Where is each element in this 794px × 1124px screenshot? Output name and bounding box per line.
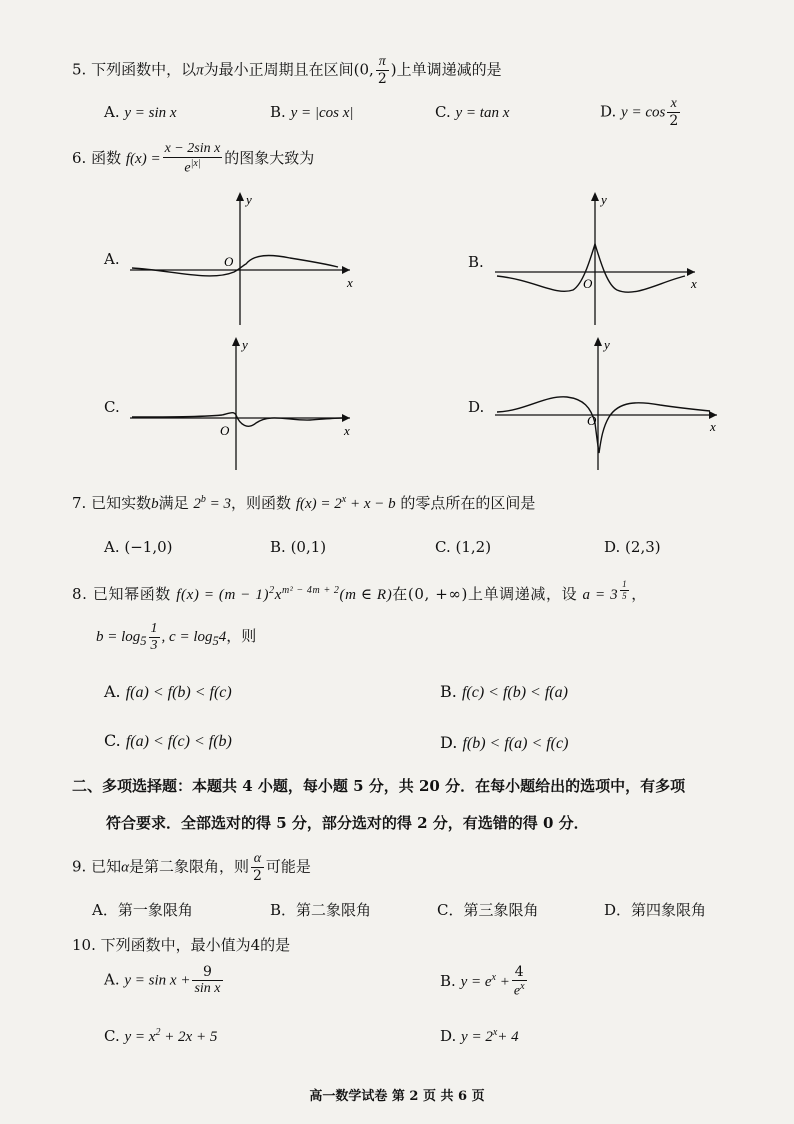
q8-option-c: C. f(a) < f(c) < f(b) — [104, 731, 232, 750]
section2-heading-line2: 符合要求．全部选对的得 5 分，部分选对的得 2 分，有选错的得 0 分． — [106, 814, 589, 832]
y-axis-arrow — [594, 337, 602, 346]
q5-option-b: B. y = |cos x| — [270, 103, 354, 121]
q6-graph-a-label: A. — [104, 250, 120, 268]
q5-option-d: D. y = cos $\frac{x}{2}$ — [600, 96, 679, 129]
q8-stem-line1: 8. 已知幂函数 $f(x) = (m - 1)^2x^{m^2 - 4m + 2}(m$ ∈ R)在(0, +∞)上单调递减，设 a = 3 $^{\frac{1}{5}}$ ， — [72, 579, 647, 603]
q6-graph-a — [130, 190, 360, 330]
q5-stem: 5. 下列函数中，以π为最小正周期且在区间(0, $\frac{\pi}{2}$ )上单调递减的是 — [72, 54, 502, 87]
x-label: x — [710, 419, 716, 434]
x-axis-arrow — [687, 268, 695, 276]
q6-stem: 6. 函数 f(x) = $\frac{\text{x − 2sin x}}{e^{|x|}}$ 的图象大致为 — [72, 141, 315, 176]
origin-label: O — [220, 423, 230, 438]
curve — [132, 256, 338, 276]
q7-option-c: C. (1,2) — [435, 538, 492, 556]
q9-option-b: B．第二象限角 — [270, 901, 372, 919]
x-axis-arrow — [342, 266, 350, 274]
y-label: y — [604, 337, 610, 352]
q10-option-d: D. $y = 2^x+ 4$ — [440, 1027, 519, 1045]
q6-graph-d-label: D. — [468, 398, 485, 416]
origin-label: O — [587, 413, 597, 428]
y-label: y — [601, 192, 607, 207]
q9-option-d: D．第四象限角 — [604, 901, 707, 919]
q9-stem: 9. 已知α是第二象限角，则 $\frac{\alpha}{2}$ 可能是 — [72, 851, 311, 884]
q6-graph-b-label: B. — [468, 253, 484, 271]
curve — [497, 397, 710, 453]
x-label: x — [347, 275, 353, 290]
x-axis-arrow — [342, 414, 350, 422]
x-label: x — [691, 276, 697, 291]
q7-option-b: B. (0,1) — [270, 538, 327, 556]
origin-label: O — [224, 254, 234, 269]
section2-heading-line1: 二、多项选择题：本题共 4 小题，每小题 5 分，共 20 分．在每小题给出的选项中，有多项 — [72, 777, 686, 795]
x-label: x — [344, 423, 350, 438]
q7-stem: 7. 已知实数b满足 2$^b$ = 3，则函数 $f(x) = 2^x + x - b$ 的零点所在的区间是 — [72, 494, 536, 512]
q10-option-a: A. y = sin x + $\frac{9}{\text{sin x}}$ — [104, 964, 221, 996]
q6-graph-c-label: C. — [104, 398, 120, 416]
q6-graph-c — [130, 335, 360, 475]
q6-graph-d — [495, 335, 725, 475]
y-label: y — [242, 337, 248, 352]
q6-graph-b — [495, 190, 710, 330]
q8-option-b: B. f(c) < f(b) < f(a) — [440, 682, 568, 701]
q7-option-a: A. (−1,0) — [104, 538, 173, 556]
q8-option-d: D. f(b) < f(a) < f(c) — [440, 733, 569, 752]
curve — [132, 413, 342, 427]
q7-option-d: D. (2,3) — [604, 538, 661, 556]
y-axis-arrow — [232, 337, 240, 346]
q10-option-c: C. $y = x^2 + 2x + 5$ — [104, 1027, 218, 1045]
q5-interval-fraction: $\frac{\pi}{2}$ — [377, 54, 387, 87]
page-footer: 高一数学试卷 第 2 页 共 6 页 — [309, 1089, 485, 1104]
q5-option-c: C. y = tan x — [435, 103, 510, 121]
x-axis-arrow — [709, 411, 717, 419]
q9-option-a: A．第一象限角 — [92, 901, 193, 919]
q8-option-a: A. f(a) < f(b) < f(c) — [104, 682, 232, 701]
y-label: y — [246, 192, 252, 207]
q9-option-c: C．第三象限角 — [437, 901, 539, 919]
origin-label: O — [583, 276, 593, 291]
q10-option-b: B. $y = e^x$ + $\frac{4}{e^x}$ — [440, 964, 525, 999]
y-axis-arrow — [236, 192, 244, 201]
q8-stem-line2: $b = \log_5$ $\frac{1}{3}$ , $c = \log_54$，则 — [96, 621, 257, 653]
q5-option-a: A. y = sin x — [104, 103, 177, 121]
q6-function-fraction: $\frac{\text{x − 2sin x}}{e^{|x|}}$ — [164, 141, 221, 176]
q10-stem: 10. 下列函数中，最小值为4的是 — [72, 936, 291, 954]
y-axis-arrow — [591, 192, 599, 201]
